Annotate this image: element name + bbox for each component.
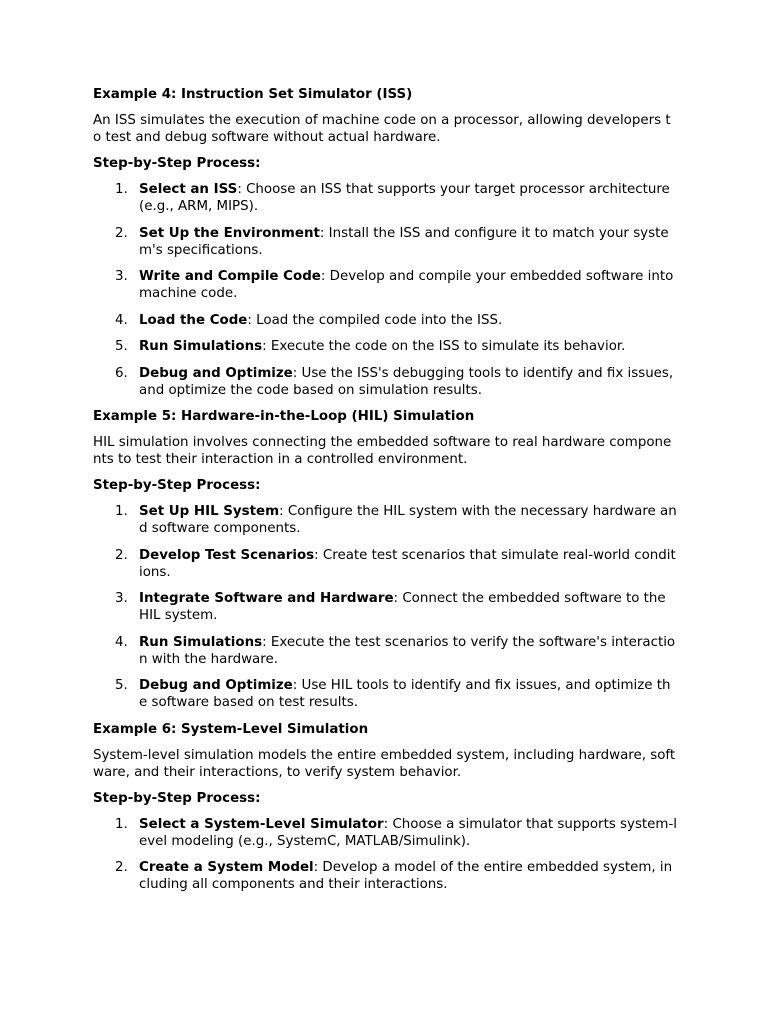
step-term: Write and Compile Code [139, 269, 321, 284]
step-term: Create a System Model [139, 860, 314, 875]
list-item [93, 268, 678, 302]
list-item [93, 634, 678, 668]
list-item [93, 181, 678, 215]
step-text: : Use HIL tools to identify and fix issues, and optimize the software based on test results. [139, 678, 671, 710]
section-description: HIL simulation involves connecting the embedded software to real hardware components to test their interaction in a controlled environment. [93, 435, 672, 467]
list-item [93, 225, 678, 259]
step-term: Develop Test Scenarios [139, 547, 315, 563]
step-term: Set Up the Environment [139, 225, 320, 241]
steps-list [93, 816, 678, 894]
list-item [93, 338, 678, 355]
step-number: 2. [115, 547, 128, 563]
step-text: : Execute the code on the ISS to simulate its behavior. [262, 339, 626, 354]
list-item [93, 547, 678, 581]
step-number: 1. [115, 182, 128, 197]
section-example-4 [93, 86, 678, 399]
step-number: 1. [115, 504, 128, 519]
section-heading: Example 4: Instruction Set Simulator (ISS) [93, 87, 413, 102]
section-heading: Example 6: System-Level Simulation [93, 721, 369, 737]
step-number: 1. [115, 816, 128, 832]
step-term: Set Up HIL System [139, 504, 280, 519]
step-term: Load the Code [139, 312, 248, 328]
list-item [93, 312, 678, 329]
list-item [93, 816, 678, 850]
step-text: : Choose an ISS that supports your target processor architecture (e.g., ARM, MIPS). [139, 182, 670, 214]
section-example-5 [93, 408, 678, 711]
step-term: Run Simulations [139, 339, 263, 354]
step-number: 2. [115, 225, 128, 241]
list-item [93, 590, 678, 624]
step-text: : Develop a model of the entire embedded system, including all components and their interactions. [139, 860, 673, 892]
steps-list [93, 181, 678, 399]
step-number: 3. [115, 269, 128, 284]
step-term: Select a System-Level Simulator [139, 816, 384, 832]
step-text: : Connect the embedded software to the HIL system. [139, 591, 666, 623]
list-item [93, 677, 678, 711]
section-example-6 [93, 721, 678, 894]
step-text: : Configure the HIL system with the necessary hardware and software components. [139, 504, 677, 536]
step-number: 4. [115, 634, 128, 650]
document-page [93, 86, 678, 903]
list-item [93, 503, 678, 537]
step-text: : Install the ISS and configure it to match your system's specifications. [139, 225, 669, 258]
steps-heading: Step-by-Step Process: [93, 156, 261, 171]
steps-heading: Step-by-Step Process: [93, 790, 261, 806]
step-number: 5. [115, 678, 128, 693]
step-text: : Create test scenarios that simulate real-world conditions. [139, 547, 676, 580]
step-term: Debug and Optimize [139, 365, 293, 381]
step-number: 4. [115, 312, 128, 328]
step-number: 3. [115, 591, 128, 606]
step-number: 6. [115, 365, 128, 381]
step-term: Integrate Software and Hardware [139, 591, 394, 606]
step-text: : Choose a simulator that supports system-level modeling (e.g., SystemC, MATLAB/Simulink). [139, 816, 678, 849]
step-term: Run Simulations [139, 634, 263, 650]
steps-list [93, 503, 678, 711]
step-term: Debug and Optimize [139, 678, 293, 693]
step-text: : Execute the test scenarios to verify the software's interaction with the hardware. [139, 634, 676, 667]
list-item [93, 859, 678, 893]
steps-heading: Step-by-Step Process: [93, 478, 261, 493]
list-item [93, 365, 678, 399]
step-text: : Load the compiled code into the ISS. [247, 312, 503, 328]
section-heading: Example 5: Hardware-in-the-Loop (HIL) Simulation [93, 409, 475, 424]
step-text: : Develop and compile your embedded software into machine code. [139, 269, 674, 301]
step-number: 2. [115, 860, 128, 875]
step-term: Select an ISS [139, 182, 238, 197]
step-number: 5. [115, 339, 128, 354]
step-text: : Use the ISS's debugging tools to identify and fix issues, and optimize the code based on simulation results. [139, 365, 674, 398]
section-description: An ISS simulates the execution of machine code on a processor, allowing developers to test and debug software without actual hardware. [93, 113, 671, 145]
section-description: System-level simulation models the entire embedded system, including hardware, software, and their interactions, to verify system behavior. [93, 747, 676, 780]
